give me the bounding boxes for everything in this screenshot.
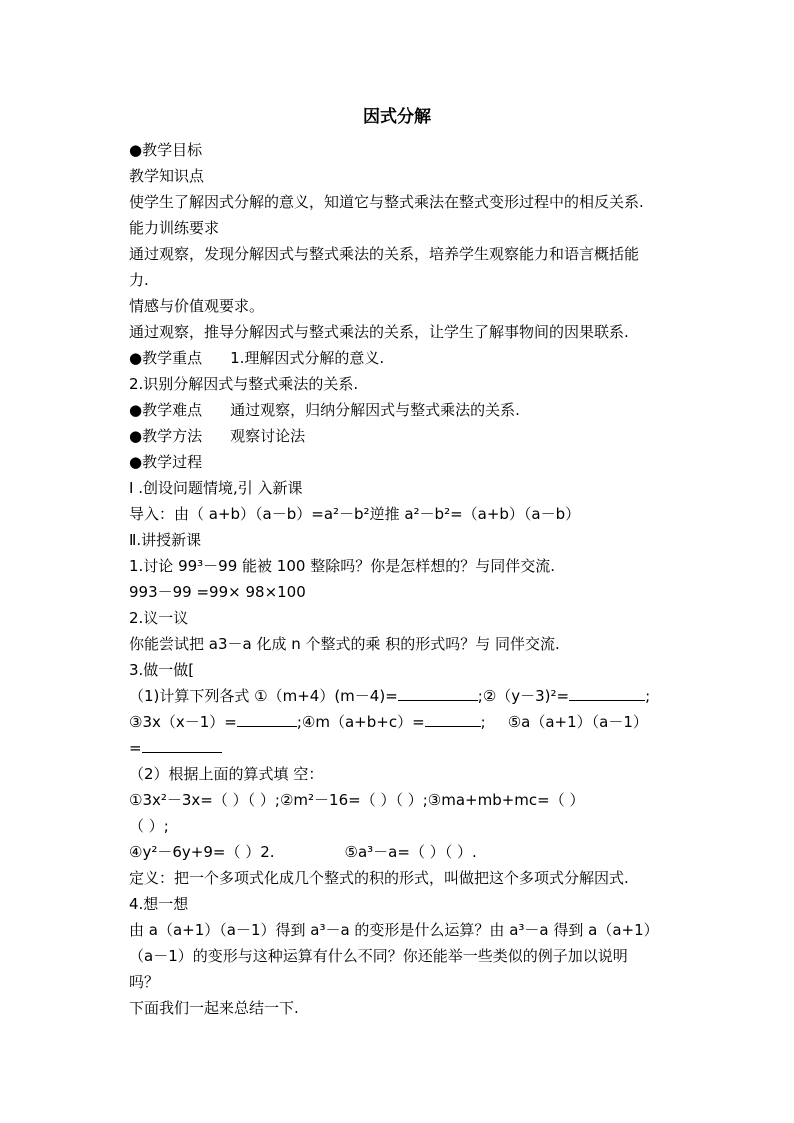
answer-blank-5[interactable] [142, 736, 222, 753]
answer-blank-3[interactable] [237, 710, 297, 727]
section-2-title: Ⅱ.讲授新课 [129, 531, 202, 549]
fill-4-text: ④y²－6y+9=（ ）2. [129, 843, 275, 861]
compute-row-3 [129, 735, 689, 761]
question-4-text-3: 吗？ [129, 973, 160, 991]
knowledge-text: 使学生了解因式分解的意义，知道它与整式乘法在整式变形过程中的相反关系. [129, 193, 644, 211]
question-2-text: 你能尝试把 a3－a 化成 n 个整式的乘 积的形式吗？与 同伴交流. [129, 635, 560, 653]
page-title: 因式分解 [363, 107, 431, 127]
question-1-answer: 993－99 =99× 98×100 [129, 583, 306, 601]
process-header: ●教学过程 [129, 453, 203, 471]
compute-4-text: ;④m（a+b+c）= [296, 713, 425, 731]
section-1-title: Ⅰ .创设问题情境,引 入新课 [129, 479, 303, 497]
compute-1-text: （1)计算下列各式 ①（m+4）(m－4)= [129, 687, 398, 705]
compute-row-2 [129, 709, 689, 735]
compute-5-text: ⑤a（a+1）（a－1） [507, 713, 648, 731]
key-point-1: 1.理解因式分解的意义. [230, 349, 385, 367]
lesson-body [129, 137, 689, 1021]
knowledge-heading: 教学知识点 [129, 167, 205, 185]
key-points-label: ●教学重点 [129, 349, 203, 367]
compute-3-text: ③3x（x－1）= [129, 713, 237, 731]
compute-4-end: ; [480, 713, 486, 731]
compute-2-end: ; [645, 687, 651, 705]
method-row [129, 423, 689, 449]
goals-header: ●教学目标 [129, 141, 203, 159]
compute-5-equals: = [129, 739, 142, 757]
difficulty-label: ●教学难点 [129, 401, 203, 419]
answer-blank-4[interactable] [425, 710, 481, 727]
fill-5-text: ⑤a³－a=（ ）（ ）. [344, 843, 477, 861]
ability-text-1: 通过观察，发现分解因式与整式乘法的关系，培养学生观察能力和语言概括能 [129, 245, 640, 263]
method-text: 观察讨论法 [230, 427, 306, 445]
ability-text-2: 力. [129, 271, 149, 289]
key-points-row [129, 345, 689, 371]
question-4-text-1: 由 a（a+1）（a－1）得到 a³－a 的变形是什么运算？由 a³－a 得到 a（a+1） [129, 921, 659, 939]
answer-blank-1[interactable] [398, 684, 478, 701]
question-3-heading: 3.做一做[ [129, 661, 195, 679]
question-4-heading: 4.想一想 [129, 895, 189, 913]
fill-row-2: （ ）; [129, 817, 169, 835]
intro-text: 导入：由（ a+b）（a－b）=a²－b²逆推 a²－b²=（a+b）（a－b） [129, 505, 581, 523]
fill-row-1: ①3x²－3x=（ ）（ ）;②m²－16=（ ）（ ）;③ma+mb+mc=（ ） [129, 791, 585, 809]
compute-row-1 [129, 683, 689, 709]
key-point-2: 2.识别分解因式与整式乘法的关系. [129, 375, 359, 393]
fill-heading: （2）根据上面的算式填 空： [129, 765, 324, 783]
emotion-text: 通过观察，推导分解因式与整式乘法的关系，让学生了解事物间的因果联系. [129, 323, 629, 341]
question-2-heading: 2.议一议 [129, 609, 189, 627]
question-4-text-2: （a－1）的变形与这种运算有什么不同？你还能举一些类似的例子加以说明 [129, 947, 628, 965]
difficulty-text: 通过观察，归纳分解因式与整式乘法的关系. [230, 401, 520, 419]
fill-row-3 [129, 839, 689, 865]
compute-2-text: ;②（y－3)²= [477, 687, 570, 705]
ability-heading: 能力训练要求 [129, 219, 220, 237]
method-label: ●教学方法 [129, 427, 203, 445]
difficulty-row [129, 397, 689, 423]
question-1: 1.讨论 99³－99 能被 100 整除吗？你是怎样想的？与同伴交流. [129, 557, 555, 575]
answer-blank-2[interactable] [569, 684, 645, 701]
summary-text: 下面我们一起来总结一下. [129, 999, 299, 1017]
emotion-heading: 情感与价值观要求。 [129, 297, 265, 315]
definition-text: 定义：把一个多项式化成几个整式的积的形式，叫做把这个多项式分解因式. [129, 869, 629, 887]
